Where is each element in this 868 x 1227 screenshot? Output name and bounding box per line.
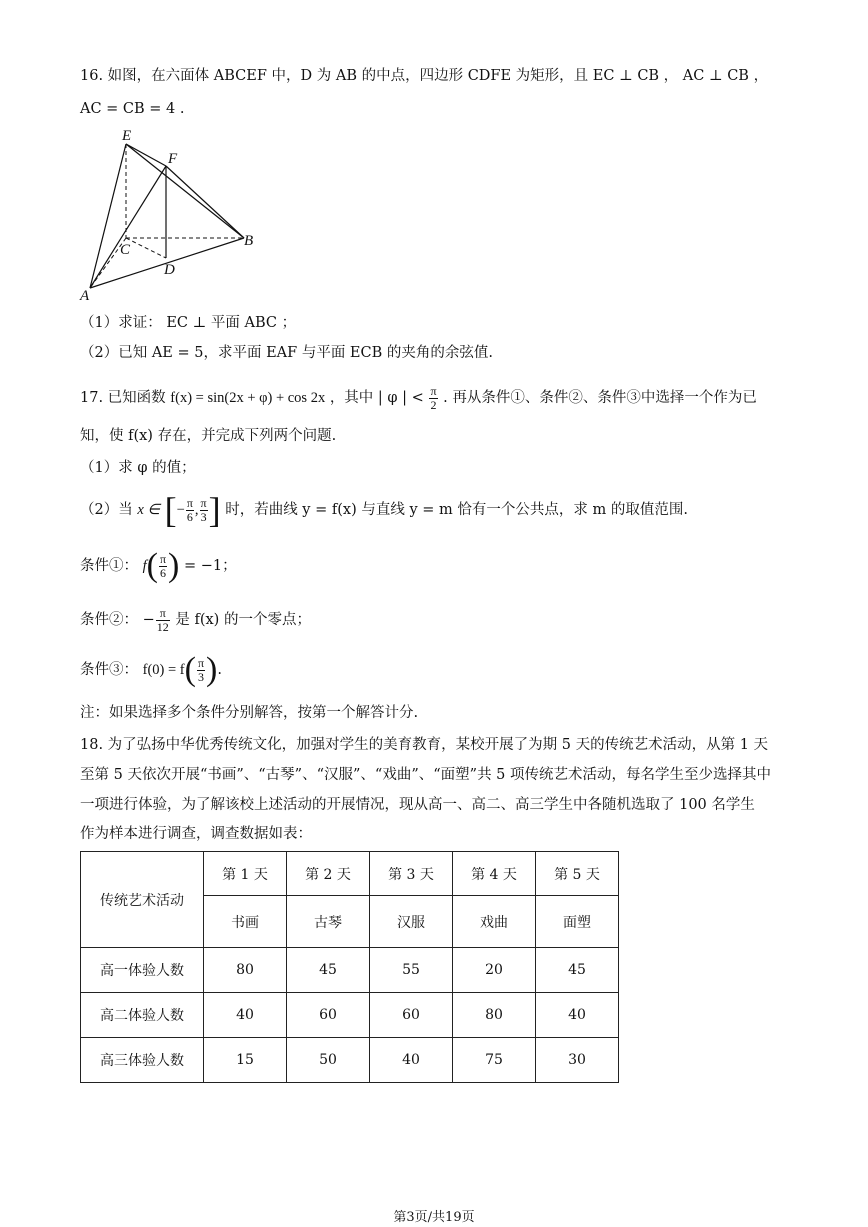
q17-condition2: 条件②： − $\frac{\pi}{12}$ 是 f(x) 的一个零点； bbox=[80, 605, 311, 634]
table-corner-header: 传统艺术活动 bbox=[81, 852, 204, 948]
q17-line1-b: ，其中 | φ | < bbox=[329, 390, 424, 406]
table-activity-header: 书画 bbox=[204, 896, 287, 948]
table-cell: 80 bbox=[204, 948, 287, 993]
q17-cond1-frac: $\frac{\pi}{6}$ bbox=[159, 551, 167, 580]
label-B: B bbox=[244, 233, 254, 249]
q17-cond3-frac: $\frac{\pi}{3}$ bbox=[197, 655, 204, 684]
label-A: A bbox=[80, 288, 90, 300]
table-cell: 30 bbox=[536, 1038, 619, 1083]
table-cell: 40 bbox=[204, 993, 287, 1038]
table-cell: 15 bbox=[204, 1038, 287, 1083]
table-day-header: 第 2 天 bbox=[287, 852, 370, 896]
table-row bbox=[81, 993, 619, 1038]
table-row bbox=[81, 948, 619, 993]
q17-part2: （2）当 x ∈ [− $\frac{\pi}{6}$ , $\frac{\pi}{3}$ ] 时，若曲线 y = f(x) 与直线 y = m 恰有一个公共点，求 m 的取值范围. bbox=[80, 490, 688, 530]
q16-part2: （2）已知 AE = 5，求平面 EAF 与平面 ECB 的夹角的余弦值. bbox=[80, 345, 493, 361]
q18-line1: 18. 为了弘扬中华优秀传统文化，加强对学生的美育教育，某校开展了为期 5 天的传统艺术活动，从第 1 天 bbox=[80, 737, 769, 753]
edge-FB bbox=[166, 166, 244, 238]
table-cell: 60 bbox=[287, 993, 370, 1038]
q17-condition3: 条件③： f(0) = f( $\frac{\pi}{3}$ ). bbox=[80, 651, 222, 688]
table-activity-header: 汉服 bbox=[370, 896, 453, 948]
table-activity-header: 戏曲 bbox=[453, 896, 536, 948]
table-day-header: 第 3 天 bbox=[370, 852, 453, 896]
q17-line1 bbox=[80, 381, 757, 415]
q18-line4: 作为样本进行调查，调查数据如表： bbox=[80, 826, 312, 842]
edge-FA bbox=[90, 166, 166, 288]
table-cell: 45 bbox=[287, 948, 370, 993]
q18-line2: 至第 5 天依次开展“书画”、“古琴”、“汉服”、“戏曲”、“面塑”共 5 项传统艺术活动，每名学生至少选择其中 bbox=[80, 767, 772, 783]
table-cell: 20 bbox=[453, 948, 536, 993]
label-F: F bbox=[168, 151, 178, 167]
q17-note: 注：如果选择多个条件分别解答，按第一个解答计分. bbox=[80, 705, 419, 721]
table-cell: 55 bbox=[370, 948, 453, 993]
table-day-header: 第 1 天 bbox=[204, 852, 287, 896]
table-day-header: 第 4 天 bbox=[453, 852, 536, 896]
table-row bbox=[81, 1038, 619, 1083]
q18-line3: 一项进行体验，为了解该校上述活动的开展情况，现从高一、高二、高三学生中各随机选取了 100 名学生 bbox=[80, 797, 755, 813]
q17-pi-over-2: $\frac{\pi}{2}$ bbox=[430, 383, 437, 412]
q17-line2: 知，使 f(x) 存在，并完成下列两个问题. bbox=[80, 428, 337, 444]
table-cell: 40 bbox=[536, 993, 619, 1038]
q17-interval-upper: $\frac{\pi}{3}$ bbox=[200, 495, 207, 524]
label-E: E bbox=[122, 130, 132, 144]
page-footer: 第3页/共19页 bbox=[393, 1210, 475, 1225]
q17-interval-lower: $\frac{\pi}{6}$ bbox=[186, 495, 193, 524]
table-cell: 50 bbox=[287, 1038, 370, 1083]
edge-EF bbox=[126, 144, 166, 166]
table-cell: 75 bbox=[453, 1038, 536, 1083]
q17-part2-a: （2）当 bbox=[80, 502, 133, 518]
edge-EA bbox=[90, 144, 126, 288]
label-C: C bbox=[120, 242, 131, 258]
q18-activity-table bbox=[80, 851, 619, 1083]
edge-CD bbox=[126, 238, 166, 258]
table-activity-header: 面塑 bbox=[536, 896, 619, 948]
table-activity-header: 古琴 bbox=[287, 896, 370, 948]
q17-part2-x: x ∈ bbox=[137, 502, 161, 518]
q16-intro-line2: AC = CB = 4 . bbox=[80, 101, 185, 117]
row-label: 高二体验人数 bbox=[81, 993, 204, 1038]
table-day-header: 第 5 天 bbox=[536, 852, 619, 896]
q16-part1: （1）求证： EC ⊥ 平面 ABC ； bbox=[80, 315, 297, 331]
q17-part2-b: 时，若曲线 y = f(x) 与直线 y = m 恰有一个公共点，求 m 的取值范围. bbox=[225, 502, 688, 518]
row-label: 高三体验人数 bbox=[81, 1038, 204, 1083]
q17-function-formula: f(x) = sin(2x + φ) + cos 2x bbox=[170, 390, 326, 406]
q16-intro-line1: 16. 如图，在六面体 ABCEF 中，D 为 AB 的中点，四边形 CDFE 为矩形，且 EC ⊥ CB ， AC ⊥ CB ， bbox=[80, 68, 769, 84]
table-cell: 45 bbox=[536, 948, 619, 993]
q17-line1-c: . 再从条件①、条件②、条件③中选择一个作为已 bbox=[443, 390, 757, 406]
q16-geometry-figure bbox=[78, 130, 278, 300]
q17-condition1: 条件①： f( $\frac{\pi}{6}$ ) = −1； bbox=[80, 547, 237, 584]
table-cell: 80 bbox=[453, 993, 536, 1038]
q17-part1: （1）求 φ 的值； bbox=[80, 460, 196, 476]
q17-line1-a: 17. 已知函数 bbox=[80, 390, 166, 406]
q17-cond2-frac: $\frac{\pi}{12}$ bbox=[156, 605, 169, 634]
row-label: 高一体验人数 bbox=[81, 948, 204, 993]
table-cell: 60 bbox=[370, 993, 453, 1038]
label-D: D bbox=[164, 262, 175, 278]
table-cell: 40 bbox=[370, 1038, 453, 1083]
